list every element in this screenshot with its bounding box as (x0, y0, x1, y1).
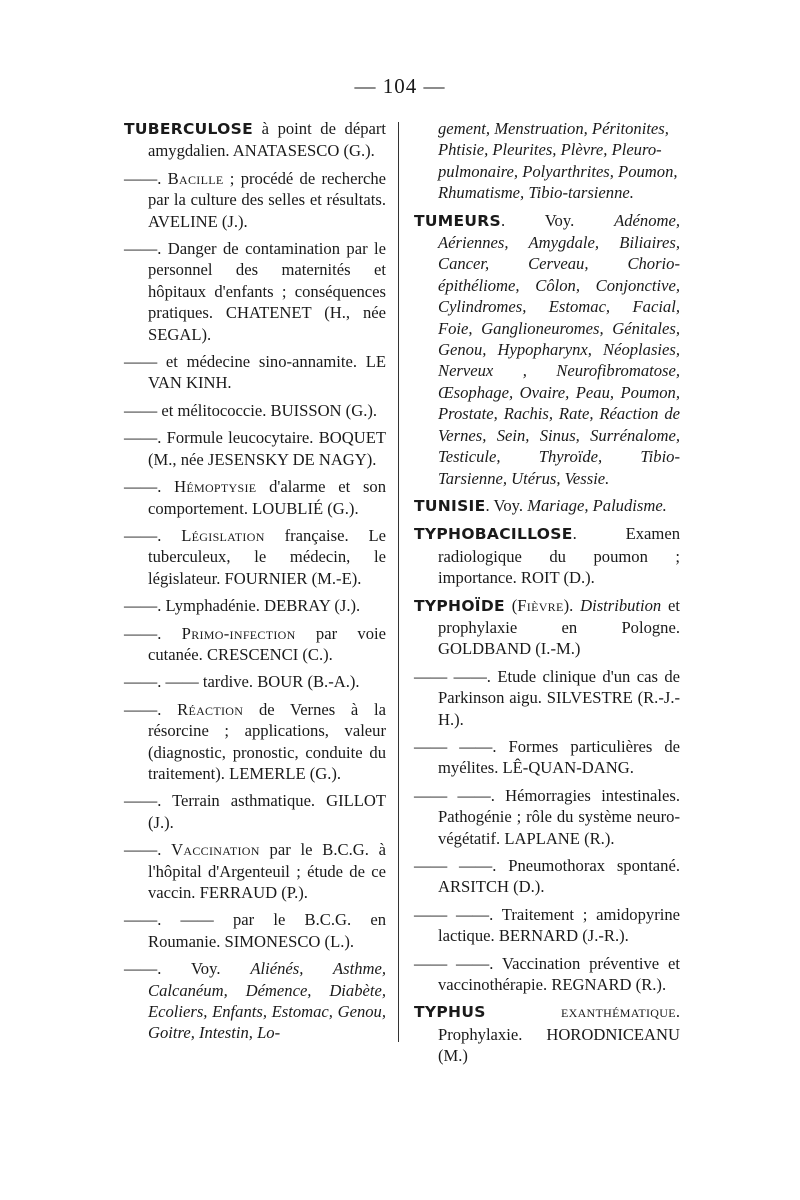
index-entry: TUMEURS. Voy. Adénome, Aériennes, Amygdale, Biliaires, Cancer, Cerveau, Chorio-épithéliome, Côlon, Conjonctive, Cylindromes, Estomac, Facial, Foie, Ganglioneuromes, Génitales, Genou, Hypopharynx, Néoplasies, Nerveux , Neurofibromatose, Œsophage, Ovaire, Peau, Poumon, Prostate, Rachis, Rate, Réaction de Vernes, Sein, Sinus, Surrénalome, Testicule, Thyroïde, Tibio-Tarsienne, Utérus, Vessie. (414, 210, 680, 488)
index-entry: ——. Bacille ; procédé de recherche par la culture des selles et résultats. AVELINE (J.). (124, 168, 386, 231)
page-number: — 104 — (354, 74, 446, 98)
index-entry: TYPHOBACILLOSE. Examen radiologique du poumon ; importance. ROIT (D.). (414, 524, 680, 588)
index-entry: —— ——. Vaccination préventive et vaccinothérapie. REGNARD (R.). (414, 953, 680, 995)
index-entry: TYPHOÏDE (Fièvre). Distribution et prophylaxie en Pologne. GOLDBAND (I.-M.) (414, 595, 680, 659)
index-entry: ——. Voy. Aliénés, Asthme, Calcanéum, Démence, Diabète, Ecoliers, Enfants, Estomac, Genou, Goitre, Intestin, Lo- (124, 959, 387, 1043)
index-entry: —— et médecine sino-annamite. LE VAN KINH. (124, 352, 386, 393)
index-entry: ——. Primo-infection par voie cutanée. CRESCENCI (C.). (124, 623, 387, 664)
index-entry: ——. Lymphadénie. DEBRAY (J.). (124, 596, 361, 616)
index-entry: TYPHUS exanthématique. Prophylaxie. HORODNICEANU (M.) (414, 1002, 680, 1066)
index-entry: ——. Danger de contamination par le personnel des maternités et hôpitaux d'enfants ; conséquences pratiques. CHATENET (H., née SEGAL). (124, 239, 386, 344)
entry-headword: TYPHOÏDE (414, 596, 505, 615)
entry-headword: TUMEURS (414, 211, 501, 230)
index-entry: ——. Réaction de Vernes à la résorcine ; applications, valeur (diagnostic, pronostic, conduite du traitement). LEMERLE (G.). (124, 699, 387, 783)
index-entry: —— ——. Pneumothorax spontané. ARSITCH (D.). (414, 856, 680, 897)
entry-headword: TUBERCULOSE (124, 120, 254, 138)
entry-headword: TYPHUS (414, 1003, 486, 1022)
column-divider (398, 122, 399, 1042)
index-entry: TUBERCULOSE à point de départ amygdalien. ANATASESCO (G.). (124, 119, 386, 161)
index-entry: —— ——. Traitement ; amidopyrine lactique. BERNARD (J.-R.). (414, 904, 680, 946)
index-entry: ——. Hémoptysie d'alarme et son comportement. LOUBLIÉ (G.). (124, 477, 386, 518)
index-entry: ——. —— par le B.C.G. en Roumanie. SIMONESCO (L.). (124, 910, 386, 951)
right-column (414, 118, 680, 1073)
index-entry: ——. Terrain asthmatique. GILLOT (J.). (124, 791, 386, 832)
index-entry: TUNISIE. Voy. Mariage, Paludisme. (414, 495, 667, 515)
index-entry: —— ——. Formes particulières de myélites. LÊ-QUAN-DANG. (414, 736, 680, 778)
index-entry: ——. Formule leucocytaire. BOQUET (M., née JESENSKY DE NAGY). (124, 428, 386, 469)
index-entry: ——. Législation française. Le tuberculeux, le médecin, le législateur. FOURNIER (M.-E). (124, 525, 386, 588)
index-entry: —— ——. Hémorragies intestinales. Pathogénie ; rôle du système neuro-végétatif. LAPLANE (R.). (414, 785, 680, 848)
index-entry: ——. Vaccination par le B.C.G. à l'hôpital d'Argenteuil ; étude de ce vaccin. FERRAUD (P.). (124, 840, 386, 902)
index-entry-continuation: gement, Menstruation, Péritonites, Phtisie, Pleurites, Plèvre, Pleuro-pulmonaire, Polyarthrites, Poumon, Rhumatisme, Tibio-tarsienne. (438, 119, 678, 203)
left-column (124, 118, 386, 1050)
entry-headword: TYPHOBACILLOSE (414, 525, 573, 544)
entry-headword: TUNISIE (414, 496, 486, 515)
index-entry: —— et mélitococcie. BUISSON (G.). (124, 400, 378, 420)
index-entry: —— ——. Etude clinique d'un cas de Parkinson aigu. SILVESTRE (R.-J.-H.). (414, 666, 680, 729)
index-entry: ——. —— tardive. BOUR (B.-A.). (124, 672, 360, 692)
